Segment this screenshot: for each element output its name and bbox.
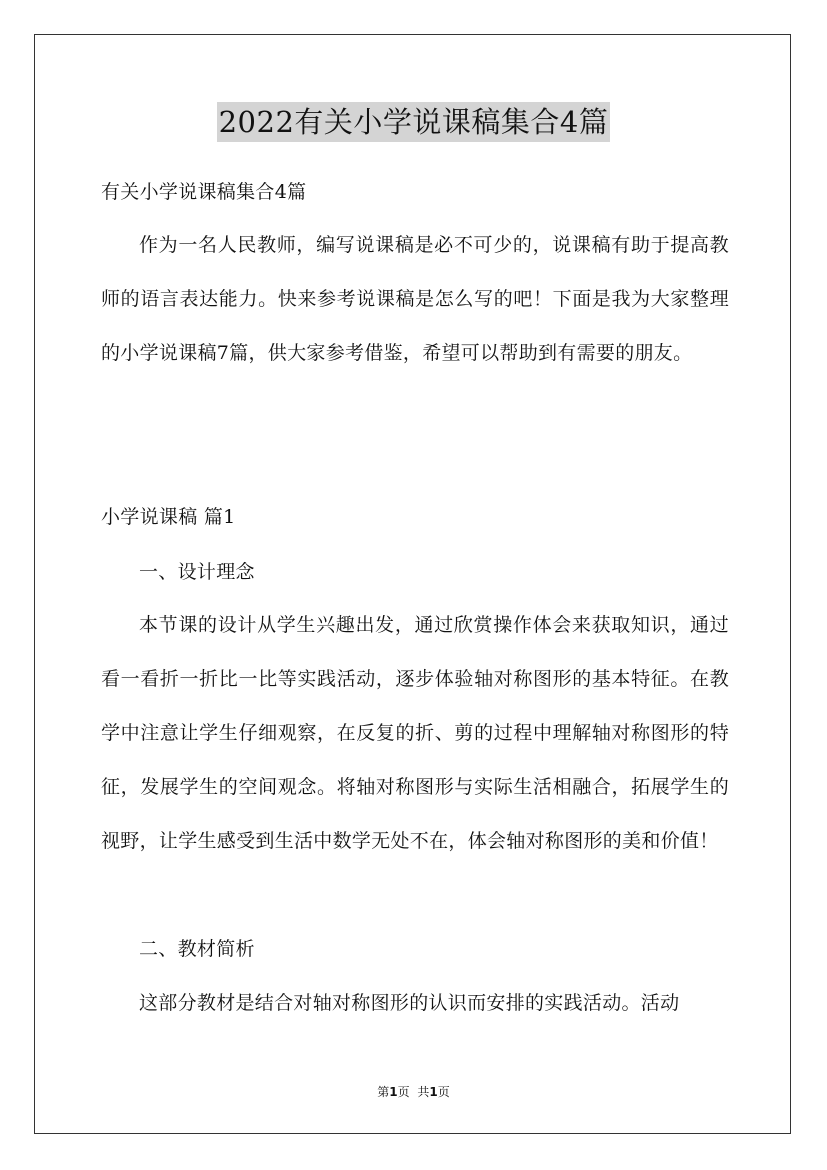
section-title: 小学说课稿 篇1 (101, 506, 236, 528)
footer-page-current: 1 (389, 1085, 398, 1099)
footer-page-total: 1 (429, 1085, 438, 1099)
document-title: 2022有关小学说课稿集合4篇 (217, 102, 611, 142)
heading-material-analysis: 二、教材简析 (139, 938, 255, 960)
title-container (0, 102, 827, 142)
footer-page-suffix: 页 (397, 1085, 410, 1099)
design-concept-paragraph: 本节课的设计从学生兴趣出发，通过欣赏操作体会来获取知识，通过看一看折一折比一比等实践活动，逐步体验轴对称图形的基本特征。在教学中注意让学生仔细观察，在反复的折、剪的过程中理解轴对称图形的特征，发展学生的空间观念。将轴对称图形与实际生活相融合，拓展学生的视野，让学生感受到生活中数学无处不在，体会轴对称图形的美和价值！ (101, 614, 729, 852)
footer-page-prefix: 第 (377, 1085, 390, 1099)
heading-design-concept: 一、设计理念 (139, 561, 255, 583)
page-footer (0, 1083, 827, 1101)
material-analysis-paragraph: 这部分教材是结合对轴对称图形的认识而安排的实践活动。活动 (139, 992, 680, 1014)
footer-total-suffix: 页 (437, 1085, 450, 1099)
intro-paragraph: 作为一名人民教师，编写说课稿是必不可少的，说课稿有助于提高教师的语言表达能力。快来参考说课稿是怎么写的吧！下面是我为大家整理的小学说课稿7篇，供大家参考借鉴，希望可以帮助到有需要的朋友。 (101, 234, 729, 364)
footer-total-prefix: 共 (417, 1085, 430, 1099)
document-subtitle: 有关小学说课稿集合4篇 (101, 181, 307, 203)
